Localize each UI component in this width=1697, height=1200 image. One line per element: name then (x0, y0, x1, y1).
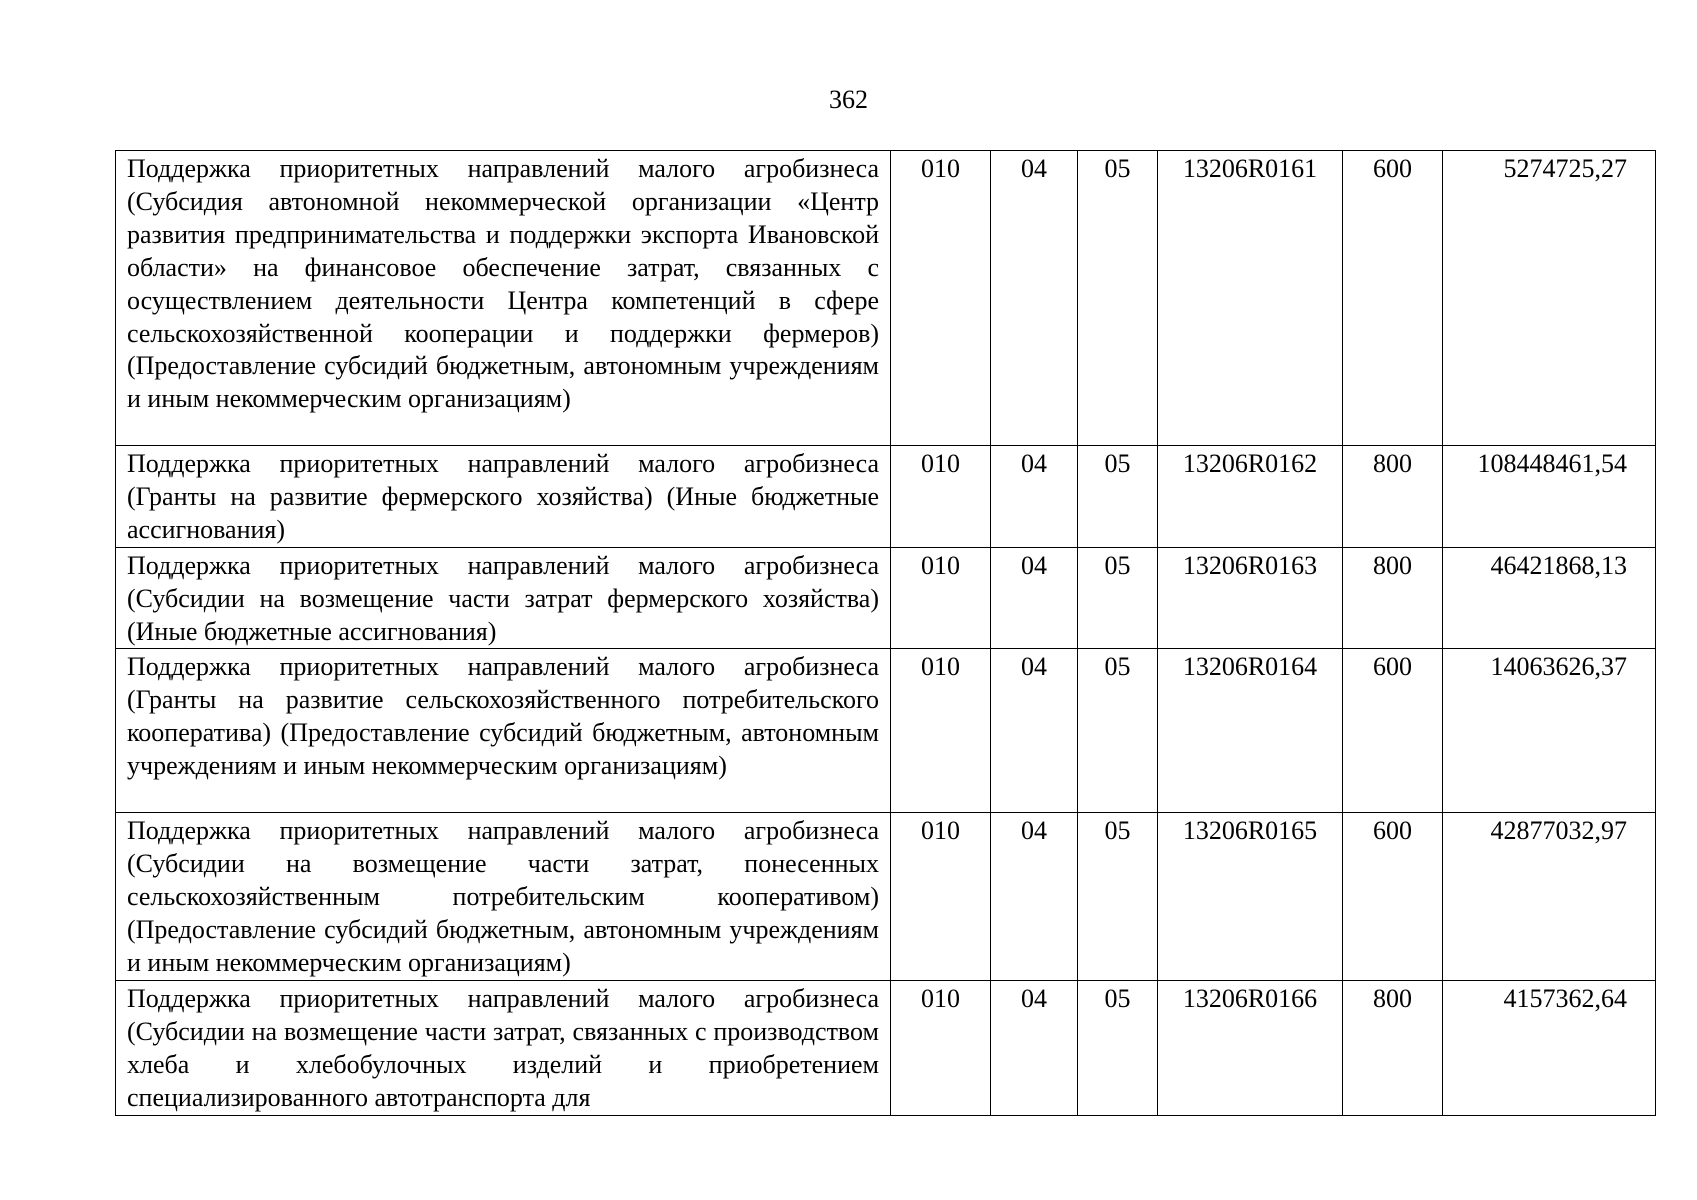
row-sum: 5274725,27 (1443, 151, 1656, 446)
table-row (116, 151, 1656, 446)
row-section-code: 04 (991, 547, 1078, 649)
table-row (116, 813, 1656, 981)
table-row (116, 649, 1656, 813)
row-expense-type-code: 800 (1343, 547, 1443, 649)
row-subsection-code: 05 (1078, 980, 1158, 1115)
budget-table (115, 150, 1656, 1116)
table-row (116, 980, 1656, 1115)
row-target-article-code: 13206R0162 (1158, 446, 1343, 548)
row-grbs-code: 010 (891, 813, 991, 981)
row-sum: 46421868,13 (1443, 547, 1656, 649)
row-section-code: 04 (991, 980, 1078, 1115)
row-target-article-code: 13206R0166 (1158, 980, 1343, 1115)
row-expense-type-code: 600 (1343, 151, 1443, 446)
row-section-code: 04 (991, 446, 1078, 548)
row-description: Поддержка приоритетных направлений малого агробизнеса (Субсидии на возмещение части затрат, связанных с производством хлеба и хлебобулочных изделий и приобретением специализированного автотранспорта для (116, 980, 891, 1115)
row-grbs-code: 010 (891, 151, 991, 446)
row-grbs-code: 010 (891, 649, 991, 813)
row-subsection-code: 05 (1078, 151, 1158, 446)
row-expense-type-code: 800 (1343, 446, 1443, 548)
row-sum: 14063626,37 (1443, 649, 1656, 813)
row-expense-type-code: 600 (1343, 649, 1443, 813)
row-section-code: 04 (991, 649, 1078, 813)
row-subsection-code: 05 (1078, 446, 1158, 548)
row-subsection-code: 05 (1078, 547, 1158, 649)
row-sum: 108448461,54 (1443, 446, 1656, 548)
row-sum: 4157362,64 (1443, 980, 1656, 1115)
row-section-code: 04 (991, 813, 1078, 981)
row-description: Поддержка приоритетных направлений малого агробизнеса (Гранты на развитие сельскохозяйственного потребительского кооператива) (Предоставление субсидий бюджетным, автономным учреждениям и иным некоммерческим организациям) (116, 649, 891, 813)
row-description: Поддержка приоритетных направлений малого агробизнеса (Гранты на развитие фермерского хозяйства) (Иные бюджетные ассигнования) (116, 446, 891, 548)
row-grbs-code: 010 (891, 547, 991, 649)
row-grbs-code: 010 (891, 980, 991, 1115)
row-description: Поддержка приоритетных направлений малого агробизнеса (Субсидии на возмещение части затрат фермерского хозяйства) (Иные бюджетные ассигнования) (116, 547, 891, 649)
row-expense-type-code: 600 (1343, 813, 1443, 981)
row-target-article-code: 13206R0161 (1158, 151, 1343, 446)
row-target-article-code: 13206R0165 (1158, 813, 1343, 981)
table-row (116, 547, 1656, 649)
row-subsection-code: 05 (1078, 649, 1158, 813)
row-subsection-code: 05 (1078, 813, 1158, 981)
row-target-article-code: 13206R0164 (1158, 649, 1343, 813)
row-target-article-code: 13206R0163 (1158, 547, 1343, 649)
row-expense-type-code: 800 (1343, 980, 1443, 1115)
page-number: 362 (829, 85, 868, 114)
table-row (116, 446, 1656, 548)
row-grbs-code: 010 (891, 446, 991, 548)
row-description: Поддержка приоритетных направлений малого агробизнеса (Субсидия автономной некоммерческой организации «Центр развития предпринимательства и поддержки экспорта Ивановской области» на финансовое обеспечение затрат, связанных с осуществлением деятельности Центра компетенций в сфере сельскохозяйственной кооперации и поддержки фермеров) (Предоставление субсидий бюджетным, автономным учреждениям и иным некоммерческим организациям) (116, 151, 891, 446)
row-sum: 42877032,97 (1443, 813, 1656, 981)
row-description: Поддержка приоритетных направлений малого агробизнеса (Субсидии на возмещение части затрат, понесенных сельскохозяйственным потребительским кооперативом) (Предоставление субсидий бюджетным, автономным учреждениям и иным некоммерческим организациям) (116, 813, 891, 981)
row-section-code: 04 (991, 151, 1078, 446)
